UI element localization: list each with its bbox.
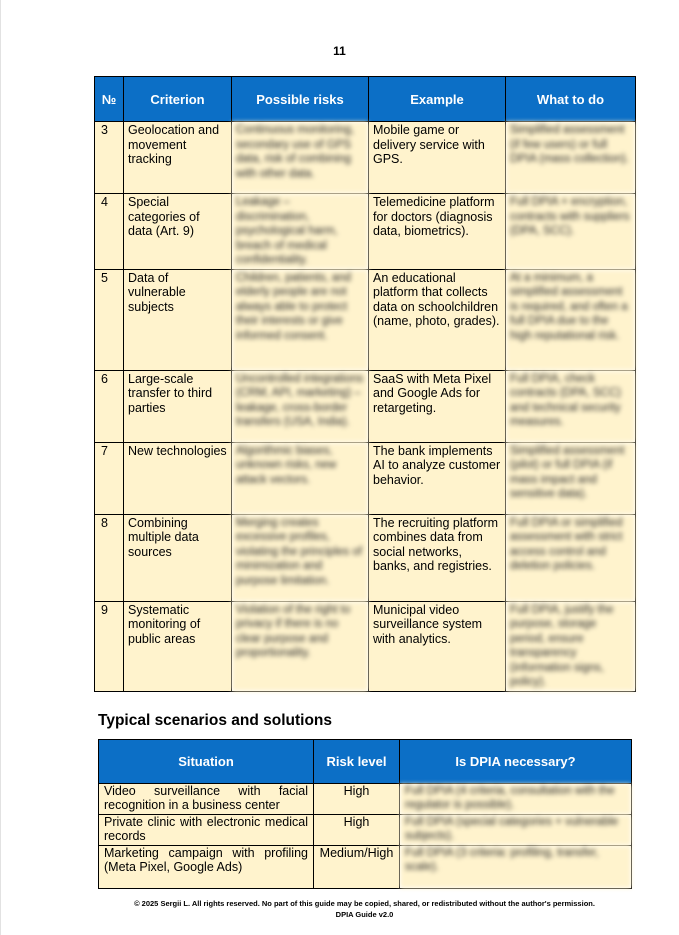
row-number: 7 bbox=[95, 442, 124, 514]
criteria-header-row bbox=[95, 77, 636, 122]
page-edge bbox=[0, 0, 1, 935]
table-row bbox=[95, 514, 636, 601]
page-number: 11 bbox=[333, 44, 346, 58]
row-criterion: Combining multiple data sources bbox=[124, 514, 232, 601]
row-dpia: Full DPIA (3 criteria: profiling, transfer, scale). bbox=[400, 846, 632, 889]
footer-version: DPIA Guide v2.0 bbox=[335, 910, 394, 919]
row-example: Municipal video surveillance system with analytics. bbox=[369, 601, 506, 691]
footer-copyright: © 2025 Sergii L. All rights reserved. No part of this guide may be copied, shared, or redistributed without the author's permission. bbox=[134, 899, 595, 908]
table-row bbox=[95, 122, 636, 194]
row-criterion: Special categories of data (Art. 9) bbox=[124, 194, 232, 270]
table-row bbox=[95, 442, 636, 514]
page-footer bbox=[0, 898, 679, 920]
row-situation: Marketing campaign with profiling (Meta Pixel, Google Ads) bbox=[99, 846, 314, 889]
table-row bbox=[95, 370, 636, 442]
row-example: The recruiting platform combines data from social networks, banks, and registries. bbox=[369, 514, 506, 601]
row-action: Full DPIA, justify the purpose, storage period, ensure transparency (information signs, policy). bbox=[506, 601, 636, 691]
row-number: 9 bbox=[95, 601, 124, 691]
header-number: № bbox=[95, 77, 124, 122]
row-situation: Private clinic with electronic medical records bbox=[99, 815, 314, 846]
row-example: Telemedicine platform for doctors (diagnosis data, biometrics). bbox=[369, 194, 506, 270]
row-action: Full DPIA, check contracts (DPA, SCC) and technical security measures. bbox=[506, 370, 636, 442]
row-action: Full DPIA or simplified assessment with strict access control and deletion policies. bbox=[506, 514, 636, 601]
row-example: An educational platform that collects data on schoolchildren (name, photo, grades). bbox=[369, 269, 506, 370]
table-row bbox=[95, 601, 636, 691]
row-number: 4 bbox=[95, 194, 124, 270]
row-criterion: Data of vulnerable subjects bbox=[124, 269, 232, 370]
table-row bbox=[95, 269, 636, 370]
row-criterion: Large-scale transfer to third parties bbox=[124, 370, 232, 442]
criteria-table bbox=[94, 76, 636, 692]
row-risks: Algorithmic biases, unknown risks, new attack vectors. bbox=[232, 442, 369, 514]
header-what-to-do: What to do bbox=[506, 77, 636, 122]
row-action: Full DPIA + encryption, contracts with suppliers (DPA, SCC). bbox=[506, 194, 636, 270]
header-criterion: Criterion bbox=[124, 77, 232, 122]
header-possible-risks: Possible risks bbox=[232, 77, 369, 122]
row-number: 6 bbox=[95, 370, 124, 442]
row-criterion: New technologies bbox=[124, 442, 232, 514]
row-risks: Children, patients, and elderly people are not always able to protect their interests or give informed consent. bbox=[232, 269, 369, 370]
row-example: Mobile game or delivery service with GPS. bbox=[369, 122, 506, 194]
section-title: Typical scenarios and solutions bbox=[98, 712, 332, 729]
row-action: Simplified assessment (pilot) or full DPIA (if mass impact and sensitive data). bbox=[506, 442, 636, 514]
row-number: 3 bbox=[95, 122, 124, 194]
row-number: 5 bbox=[95, 269, 124, 370]
header-situation: Situation bbox=[99, 740, 314, 784]
row-risks: Uncontrolled integrations (CRM, API, marketing) – leakage, cross-border transfers (USA, India). bbox=[232, 370, 369, 442]
header-risk-level: Risk level bbox=[314, 740, 400, 784]
row-risks: Violation of the right to privacy if there is no clear purpose and proportionality. bbox=[232, 601, 369, 691]
row-risk-level: High bbox=[314, 815, 400, 846]
table-row bbox=[99, 784, 632, 815]
row-situation: Video surveillance with facial recognition in a business center bbox=[99, 784, 314, 815]
table-row bbox=[99, 815, 632, 846]
header-example: Example bbox=[369, 77, 506, 122]
scenarios-header-row bbox=[99, 740, 632, 784]
row-risk-level: Medium/High bbox=[314, 846, 400, 889]
header-dpia-necessary: Is DPIA necessary? bbox=[400, 740, 632, 784]
row-risk-level: High bbox=[314, 784, 400, 815]
row-dpia: Full DPIA (special categories + vulnerable subjects). bbox=[400, 815, 632, 846]
row-risks: Merging creates excessive profiles, violating the principles of minimization and purpose limitation. bbox=[232, 514, 369, 601]
row-dpia: Full DPIA (4 criteria, consultation with the regulator is possible). bbox=[400, 784, 632, 815]
row-number: 8 bbox=[95, 514, 124, 601]
table-row bbox=[95, 194, 636, 270]
row-criterion: Geolocation and movement tracking bbox=[124, 122, 232, 194]
row-risks: Leakage – discrimination, psychological harm, breach of medical confidentiality. bbox=[232, 194, 369, 270]
row-risks: Continuous monitoring, secondary use of GPS data, risk of combining with other data. bbox=[232, 122, 369, 194]
row-action: Simplified assessment (if few users) or full DPIA (mass collection). bbox=[506, 122, 636, 194]
scenarios-table bbox=[98, 739, 632, 889]
row-action: At a minimum, a simplified assessment is required, and often a full DPIA due to the high reputational risk. bbox=[506, 269, 636, 370]
row-example: The bank implements AI to analyze customer behavior. bbox=[369, 442, 506, 514]
row-criterion: Systematic monitoring of public areas bbox=[124, 601, 232, 691]
table-row bbox=[99, 846, 632, 889]
row-example: SaaS with Meta Pixel and Google Ads for retargeting. bbox=[369, 370, 506, 442]
